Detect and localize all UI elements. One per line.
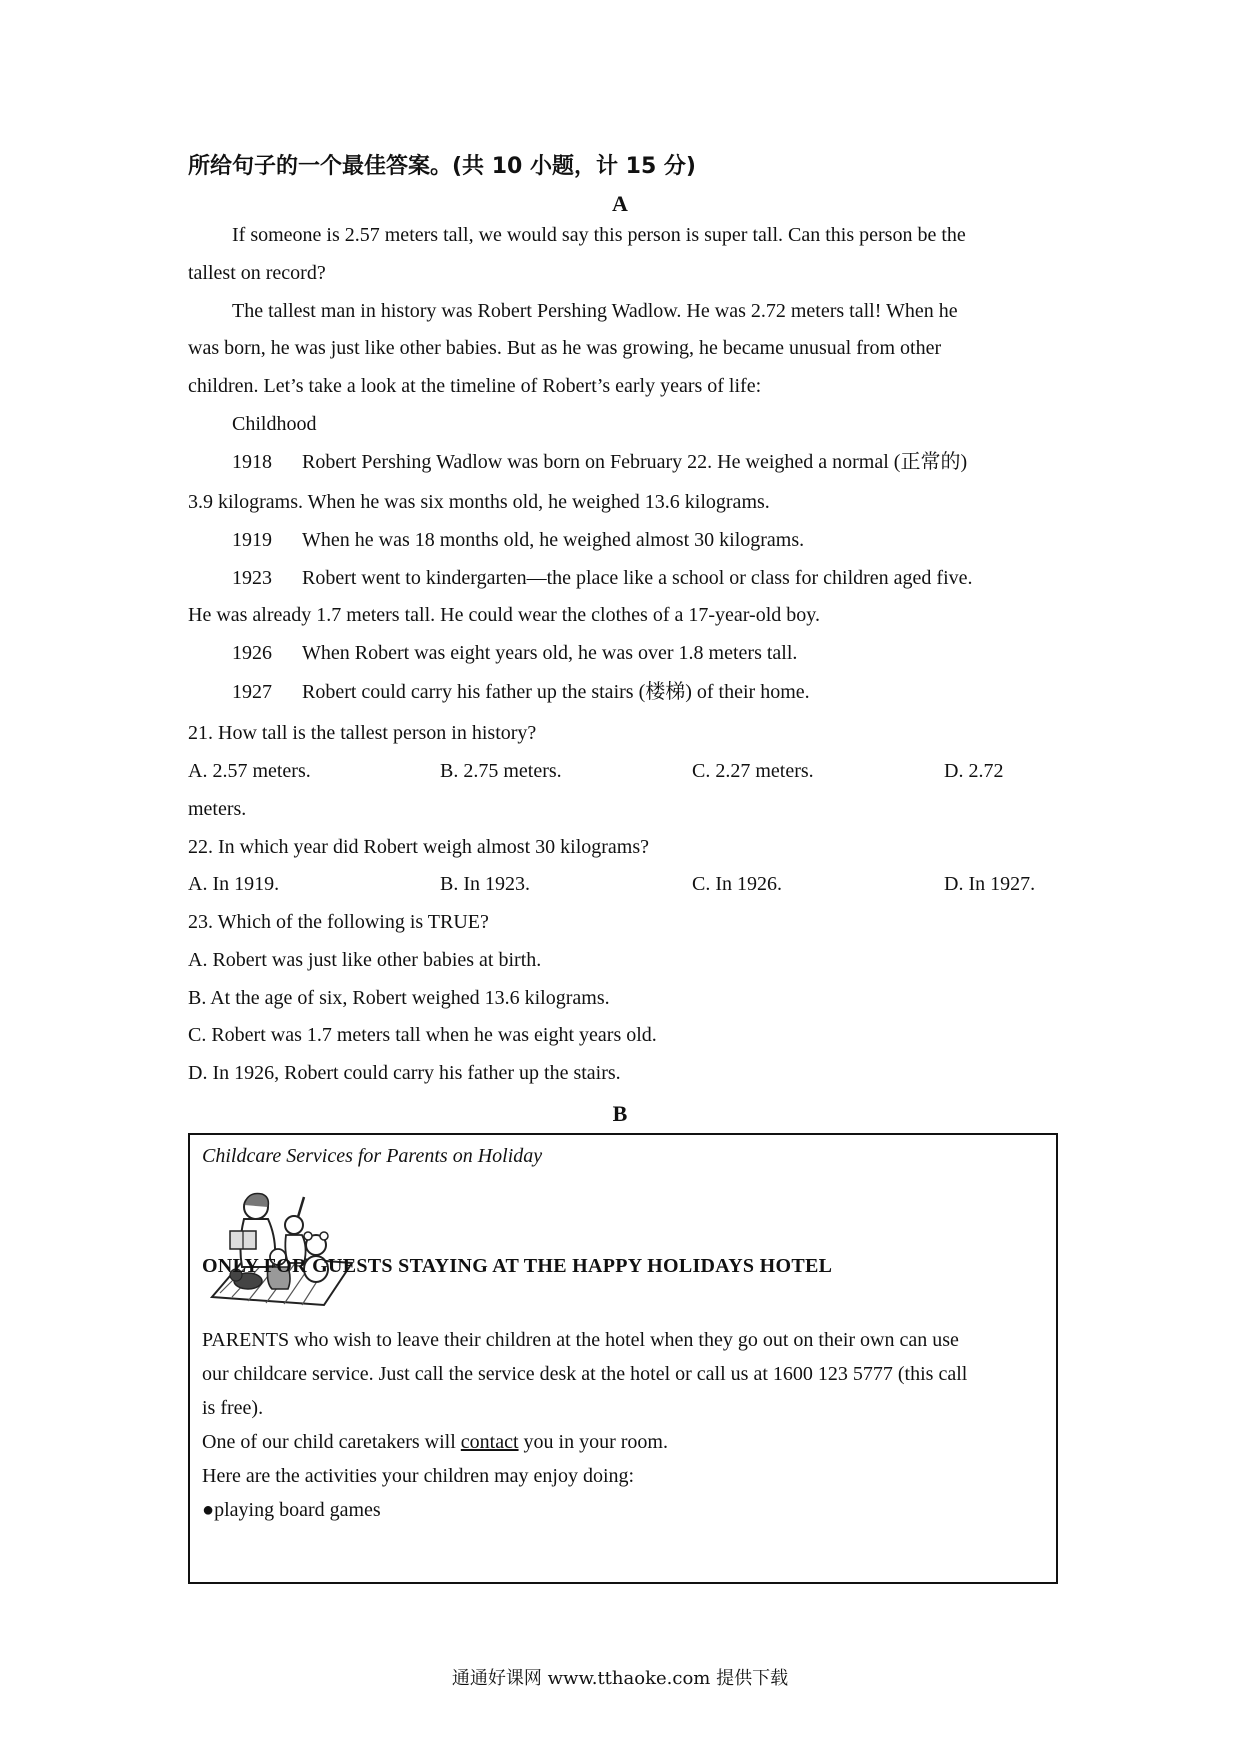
notice-p1-line3: is free). [202, 1397, 264, 1419]
notice-p3: Here are the activities your children may enjoy doing: [202, 1465, 635, 1487]
notice-p1-line1: PARENTS who wish to leave their children at the hotel when they go out on their own can use [202, 1329, 959, 1351]
timeline-entry-1918-cont: 3.9 kilograms. When he was six months old, he weighed 13.6 kilograms. [188, 491, 770, 513]
page-footer: 通通好课网 www.tthaoke.com 提供下载 [451, 1668, 789, 1689]
passage-a-p2-line1: The tallest man in history was Robert Pershing Wadlow. He was 2.72 meters tall! When he [232, 300, 958, 322]
timeline-year: 1927 [232, 681, 272, 703]
timeline-text: Robert could carry his father up the stairs (楼梯) of their home. [302, 681, 810, 703]
q23-option-d[interactable]: D. In 1926, Robert could carry his father up the stairs. [188, 1062, 621, 1084]
childcare-notice-box [188, 1133, 1058, 1584]
passage-a-p2-line2: was born, he was just like other babies. But as he was growing, he became unusual from other [188, 337, 942, 359]
activity-bullet: ●playing board games [202, 1499, 381, 1521]
passage-b-label: B [612, 1101, 628, 1126]
q21-option-a[interactable]: A. 2.57 meters. [188, 760, 311, 782]
passage-a-p2-line3: children. Let’s take a look at the timeline of Robert’s early years of life: [188, 375, 762, 397]
q23-option-c[interactable]: C. Robert was 1.7 meters tall when he was eight years old. [188, 1024, 657, 1046]
q21-option-b[interactable]: B. 2.75 meters. [440, 760, 562, 782]
q23-option-b[interactable]: B. At the age of six, Robert weighed 13.6 kilograms. [188, 987, 610, 1009]
timeline-text: Robert went to kindergarten—the place like a school or class for children aged five. [302, 567, 973, 589]
notice-p2-after: you in your room. [518, 1431, 668, 1453]
timeline-entry-1918 [232, 449, 967, 475]
notice-headline: ONLY FOR GUESTS STAYING AT THE HAPPY HOLIDAYS HOTEL [202, 1255, 833, 1277]
timeline-text: When Robert was eight years old, he was over 1.8 meters tall. [302, 642, 798, 664]
q21-option-c[interactable]: C. 2.27 meters. [692, 760, 814, 782]
question-23-stem: 23. Which of the following is TRUE? [188, 911, 489, 933]
notice-p2-before: One of our child caretakers will [202, 1431, 461, 1453]
notice-title: Childcare Services for Parents on Holiday [202, 1145, 543, 1167]
q22-option-a[interactable]: A. In 1919. [188, 873, 280, 895]
q22-option-c[interactable]: C. In 1926. [692, 873, 782, 895]
timeline-year: 1923 [232, 567, 272, 589]
timeline-year: 1919 [232, 529, 272, 551]
q21-option-d-cont: meters. [188, 798, 247, 820]
section-heading: 所给句子的一个最佳答案。(共 10 小题，计 15 分) [188, 154, 696, 179]
timeline-entry-1919 [232, 527, 804, 553]
question-21-stem: 21. How tall is the tallest person in history? [188, 722, 537, 744]
timeline-year: 1918 [232, 451, 272, 473]
notice-p1-line2: our childcare service. Just call the service desk at the hotel or call us at 1600 123 5777 (this call [202, 1363, 968, 1385]
reading-caretaker-illustration [208, 1185, 356, 1307]
notice-p2 [202, 1429, 668, 1455]
passage-a-label: A [612, 191, 628, 216]
timeline-entry-1923 [232, 565, 973, 591]
timeline-entry-1923-cont: He was already 1.7 meters tall. He could wear the clothes of a 17-year-old boy. [188, 604, 820, 626]
q22-option-b[interactable]: B. In 1923. [440, 873, 530, 895]
timeline-text: When he was 18 months old, he weighed almost 30 kilograms. [302, 529, 805, 551]
timeline-entry-1926 [232, 640, 797, 666]
timeline-text: Robert Pershing Wadlow was born on February 22. He weighed a normal (正常的) [302, 451, 968, 473]
timeline-year: 1926 [232, 642, 272, 664]
underlined-word-contact: contact [460, 1431, 519, 1453]
question-22-stem: 22. In which year did Robert weigh almost 30 kilograms? [188, 836, 650, 858]
passage-a-p1-line1: If someone is 2.57 meters tall, we would say this person is super tall. Can this person be the [232, 224, 966, 246]
q22-option-d[interactable]: D. In 1927. [944, 873, 1036, 895]
q23-option-a[interactable]: A. Robert was just like other babies at birth. [188, 949, 542, 971]
passage-a-p1-line2: tallest on record? [188, 262, 326, 284]
q21-option-d[interactable]: D. 2.72 [944, 760, 1004, 782]
timeline-entry-1927 [232, 679, 810, 705]
timeline-heading: Childhood [232, 413, 317, 435]
